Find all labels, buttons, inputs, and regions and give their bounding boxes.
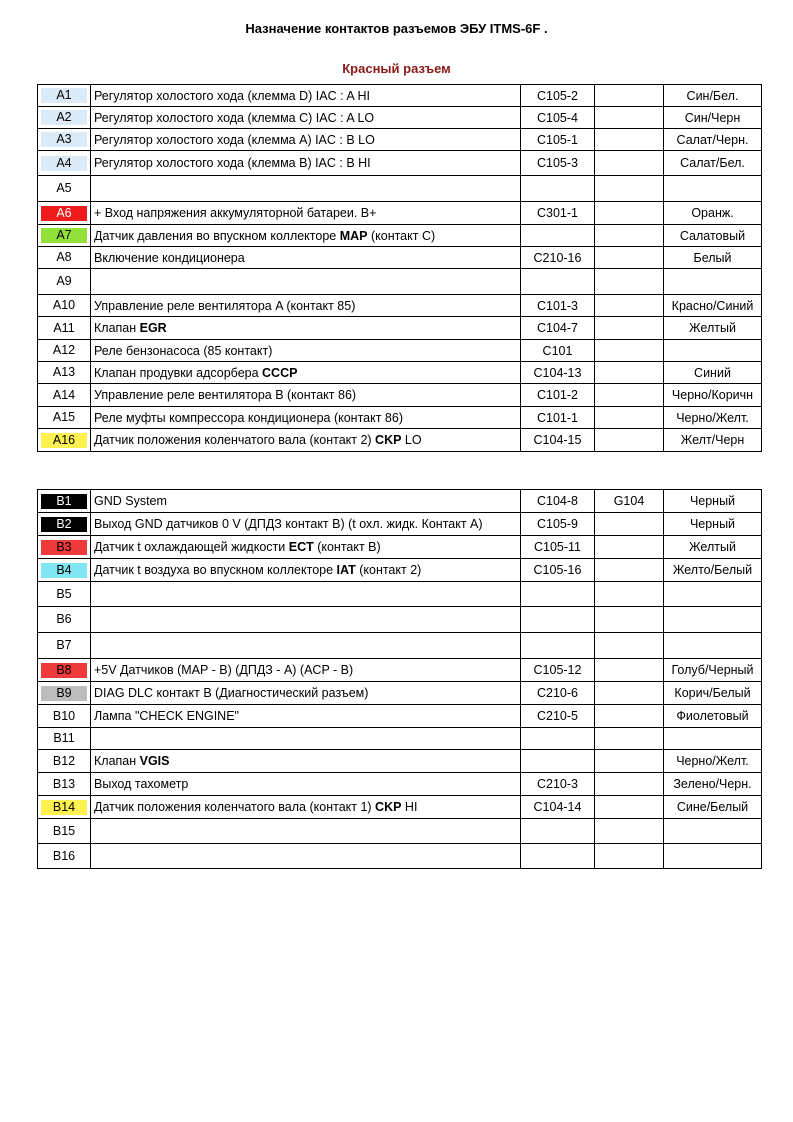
table-row (38, 202, 762, 225)
connector-cell: C301-1 (521, 202, 595, 225)
description-cell (91, 728, 521, 750)
table-row (38, 295, 762, 317)
connector-cell: C105-3 (521, 151, 595, 176)
ground-cell (595, 362, 664, 384)
pin-cell (38, 750, 91, 773)
pin-cell (38, 247, 91, 269)
wire-color-cell (664, 269, 762, 295)
pin-cell (38, 340, 91, 362)
description-cell (91, 429, 521, 452)
description-text: +5V Датчиков (MAP - B) (ДПДЗ - A) (ACP - B) (94, 663, 354, 677)
pin-cell (38, 607, 91, 633)
pin-label: B10 (41, 709, 87, 724)
pin-label: B8 (41, 663, 87, 678)
pin-cell (38, 295, 91, 317)
connector-cell: C210-6 (521, 682, 595, 705)
table-row (38, 269, 762, 295)
pin-label: B15 (41, 824, 87, 839)
table-row (38, 490, 762, 513)
ground-cell (595, 176, 664, 202)
signal-code: EGR (139, 321, 167, 335)
signal-code: CKP (375, 433, 402, 447)
ground-cell (595, 151, 664, 176)
description-text: Управление реле вентилятора A (контакт 85) (94, 298, 356, 313)
signal-code: ECT (288, 540, 314, 554)
description-text: Реле муфты компрессора кондиционера (контакт 86) (94, 410, 403, 425)
table-row (38, 429, 762, 452)
description-text: Реле бензонасоса (85 контакт) (94, 343, 273, 358)
ground-cell (595, 429, 664, 452)
table-row (38, 728, 762, 750)
description-text: Выход GND датчиков 0 V (ДПДЗ контакт B) (t охл. жидк. Контакт A) (94, 517, 483, 531)
wire-color-cell (664, 633, 762, 659)
description-cell (91, 536, 521, 559)
pin-label: A10 (41, 298, 87, 313)
description-cell (91, 490, 521, 513)
description-cell (91, 582, 521, 607)
pin-cell (38, 85, 91, 107)
wire-color-cell: Оранж. (664, 202, 762, 225)
table-row (38, 247, 762, 269)
description-cell (91, 151, 521, 176)
description-text: Датчик давления во впускном коллекторе (94, 228, 340, 243)
connector-cell: C101-3 (521, 295, 595, 317)
pin-cell (38, 176, 91, 202)
pin-cell (38, 682, 91, 705)
ground-cell (595, 384, 664, 407)
connector-cell: C101-2 (521, 384, 595, 407)
connector-cell: C210-3 (521, 773, 595, 796)
pin-cell (38, 202, 91, 225)
description-cell (91, 107, 521, 129)
table-row (38, 362, 762, 384)
connector-cell: C104-8 (521, 490, 595, 513)
pin-cell (38, 107, 91, 129)
table-row (38, 151, 762, 176)
connector-cell (521, 819, 595, 844)
wire-color-cell: Сине/Белый (664, 796, 762, 819)
ground-cell (595, 773, 664, 796)
table-row (38, 682, 762, 705)
wire-color-cell: Красно/Синий (664, 295, 762, 317)
wire-color-cell: Голуб/Черный (664, 659, 762, 682)
ground-cell (595, 340, 664, 362)
description-text: GND System (94, 494, 167, 508)
ground-cell (595, 295, 664, 317)
description-cell (91, 607, 521, 633)
wire-color-cell: Белый (664, 247, 762, 269)
connector-cell: C105-2 (521, 85, 595, 107)
connector-cell: C101-1 (521, 407, 595, 429)
pin-label: A11 (41, 321, 87, 336)
description-text: Регулятор холостого хода (клемма C) IAC : A LO (94, 110, 375, 125)
pin-cell (38, 819, 91, 844)
wire-color-cell (664, 728, 762, 750)
pin-label: A14 (41, 388, 87, 403)
description-text: + Вход напряжения аккумуляторной батареи. B+ (94, 206, 377, 220)
description-cell (91, 362, 521, 384)
ground-cell (595, 202, 664, 225)
pin-label: A12 (41, 343, 87, 358)
table-row (38, 607, 762, 633)
pin-label: B5 (41, 587, 87, 602)
connector-subtitle: Красный разъем (342, 61, 451, 76)
table-row (38, 85, 762, 107)
pin-label: A8 (41, 250, 87, 265)
wire-color-cell: Черный (664, 490, 762, 513)
description-cell (91, 819, 521, 844)
description-suffix: LO (401, 433, 422, 447)
wire-color-cell: Черно/Желт. (664, 407, 762, 429)
connector-cell: C104-7 (521, 317, 595, 340)
description-text: Датчик положения коленчатого вала (контакт 1) (94, 800, 376, 814)
description-text: DIAG DLC контакт B (Диагностический разъем) (94, 686, 369, 700)
pin-cell (38, 582, 91, 607)
ground-cell (595, 607, 664, 633)
connector-cell: C101 (521, 340, 595, 362)
wire-color-cell (664, 582, 762, 607)
table-row (38, 705, 762, 728)
pin-label: B12 (41, 754, 87, 769)
description-cell (91, 796, 521, 819)
ground-cell (595, 536, 664, 559)
pin-label: B14 (41, 800, 87, 815)
wire-color-cell: Черно/Желт. (664, 750, 762, 773)
description-text: Клапан (94, 321, 140, 335)
pin-table-a (37, 84, 762, 452)
pin-table-b (37, 489, 762, 869)
connector-cell: C105-1 (521, 129, 595, 151)
ground-cell (595, 796, 664, 819)
description-text: Датчик t воздуха во впускном коллекторе (94, 563, 337, 577)
table-row (38, 513, 762, 536)
description-cell (91, 633, 521, 659)
description-cell (91, 340, 521, 362)
ground-cell (595, 407, 664, 429)
wire-color-cell: Зелено/Черн. (664, 773, 762, 796)
table-row (38, 384, 762, 407)
pin-label: A3 (41, 132, 87, 147)
description-cell (91, 247, 521, 269)
connector-cell (521, 225, 595, 247)
ground-cell (595, 247, 664, 269)
connector-cell: C104-13 (521, 362, 595, 384)
description-cell (91, 269, 521, 295)
pin-cell (38, 151, 91, 176)
signal-code: CKP (375, 800, 402, 814)
wire-color-cell: Желтый (664, 317, 762, 340)
wire-color-cell (664, 844, 762, 869)
pin-cell (38, 490, 91, 513)
connector-cell (521, 844, 595, 869)
table-row (38, 750, 762, 773)
pin-cell (38, 407, 91, 429)
connector-cell (521, 582, 595, 607)
pin-label: A16 (41, 433, 87, 448)
pin-label: B4 (41, 563, 87, 578)
pin-label: B3 (41, 540, 87, 555)
connector-cell: C105-12 (521, 659, 595, 682)
pin-cell (38, 796, 91, 819)
wire-color-cell: Желто/Белый (664, 559, 762, 582)
table-row (38, 844, 762, 869)
table-row (38, 107, 762, 129)
pin-label: B2 (41, 517, 87, 532)
description-text: Управление реле вентилятора B (контакт 86) (94, 388, 357, 402)
wire-color-cell: Фиолетовый (664, 705, 762, 728)
table-row (38, 773, 762, 796)
wire-color-cell: Черный (664, 513, 762, 536)
ground-cell (595, 582, 664, 607)
table-row (38, 407, 762, 429)
table-row (38, 129, 762, 151)
description-cell (91, 682, 521, 705)
connector-cell: C104-14 (521, 796, 595, 819)
description-cell (91, 176, 521, 202)
description-cell (91, 317, 521, 340)
table-row (38, 340, 762, 362)
ground-cell (595, 107, 664, 129)
wire-color-cell: Желт/Черн (664, 429, 762, 452)
description-cell (91, 225, 521, 247)
description-suffix: (контакт 2) (355, 563, 422, 577)
ground-cell (595, 682, 664, 705)
ground-cell (595, 513, 664, 536)
connector-cell: C104-15 (521, 429, 595, 452)
connector-cell (521, 269, 595, 295)
pin-label: B1 (41, 494, 87, 509)
description-cell (91, 295, 521, 317)
table-row (38, 659, 762, 682)
description-suffix: (контакт C) (367, 228, 436, 243)
signal-code: MAP (339, 228, 368, 243)
table-row (38, 317, 762, 340)
connector-cell: C210-16 (521, 247, 595, 269)
table-row (38, 559, 762, 582)
wire-color-cell: Син/Черн (664, 107, 762, 129)
wire-color-cell: Корич/Белый (664, 682, 762, 705)
connector-cell (521, 750, 595, 773)
pin-label: A13 (41, 365, 87, 380)
description-text: Клапан (94, 754, 140, 768)
description-text: Датчик t охлаждающей жидкости (94, 540, 289, 554)
signal-code: VGIS (139, 754, 170, 768)
pin-cell (38, 429, 91, 452)
ground-cell (595, 819, 664, 844)
pin-label: A5 (41, 181, 87, 196)
pin-cell (38, 773, 91, 796)
wire-color-cell: Салат/Черн. (664, 129, 762, 151)
description-cell (91, 705, 521, 728)
pin-cell (38, 728, 91, 750)
pin-label: A2 (41, 110, 87, 125)
connector-cell (521, 176, 595, 202)
pin-cell (38, 362, 91, 384)
wire-color-cell: Желтый (664, 536, 762, 559)
connector-cell: C105-9 (521, 513, 595, 536)
pin-label: B16 (41, 849, 87, 864)
ground-cell (595, 129, 664, 151)
pin-cell (38, 384, 91, 407)
pin-label: A15 (41, 410, 87, 425)
signal-code: CCCP (262, 365, 298, 380)
wire-color-cell: Салат/Бел. (664, 151, 762, 176)
pin-label: B13 (41, 777, 87, 792)
pin-cell (38, 705, 91, 728)
description-text: Регулятор холостого хода (клемма B) IAC : B HI (94, 156, 371, 170)
description-cell (91, 773, 521, 796)
connector-cell (521, 607, 595, 633)
ground-cell (595, 85, 664, 107)
description-text: Выход тахометр (94, 777, 189, 791)
pin-label: B6 (41, 612, 87, 627)
wire-color-cell: Черно/Коричн (664, 384, 762, 407)
pin-cell (38, 269, 91, 295)
ground-cell (595, 269, 664, 295)
page-title: Назначение контактов разъемов ЭБУ ITMS-6F . (245, 21, 548, 36)
pin-cell (38, 659, 91, 682)
ground-cell (595, 728, 664, 750)
description-text: Регулятор холостого хода (клемма A) IAC : B LO (94, 132, 375, 147)
wire-color-cell (664, 607, 762, 633)
pin-label: A7 (41, 228, 87, 243)
pin-cell (38, 844, 91, 869)
pin-label: A1 (41, 88, 87, 103)
pin-cell (38, 225, 91, 247)
connector-cell (521, 633, 595, 659)
wire-color-cell (664, 819, 762, 844)
description-suffix: HI (401, 800, 418, 814)
ground-cell (595, 750, 664, 773)
ground-cell (595, 705, 664, 728)
connector-cell: C105-11 (521, 536, 595, 559)
ground-cell (595, 225, 664, 247)
wire-color-cell (664, 340, 762, 362)
description-text: Датчик положения коленчатого вала (контакт 2) (94, 433, 376, 447)
description-text: Лампа "CHECK ENGINE" (94, 709, 239, 723)
signal-code: IAT (336, 563, 356, 577)
pin-label: B7 (41, 638, 87, 653)
pin-cell (38, 633, 91, 659)
pin-cell (38, 513, 91, 536)
wire-color-cell: Синий (664, 362, 762, 384)
pin-cell (38, 129, 91, 151)
description-text: Регулятор холостого хода (клемма D) IAC : A HI (94, 88, 370, 103)
table-row (38, 796, 762, 819)
pin-cell (38, 559, 91, 582)
description-text: Клапан продувки адсорбера (94, 365, 263, 380)
description-cell (91, 559, 521, 582)
connector-cell (521, 728, 595, 750)
pin-cell (38, 317, 91, 340)
table-row (38, 633, 762, 659)
pin-label: A6 (41, 206, 87, 221)
description-cell (91, 202, 521, 225)
pin-label: B9 (41, 686, 87, 701)
table-row (38, 582, 762, 607)
pin-label: A4 (41, 156, 87, 171)
ground-cell (595, 633, 664, 659)
connector-cell: C105-4 (521, 107, 595, 129)
ground-cell: G104 (595, 490, 664, 513)
description-text: Включение кондиционера (94, 250, 245, 265)
ground-cell (595, 317, 664, 340)
description-cell (91, 750, 521, 773)
wire-color-cell (664, 176, 762, 202)
table-row (38, 536, 762, 559)
table-row (38, 225, 762, 247)
connector-cell: C105-16 (521, 559, 595, 582)
pin-cell (38, 536, 91, 559)
description-cell (91, 513, 521, 536)
description-cell (91, 659, 521, 682)
ground-cell (595, 559, 664, 582)
description-cell (91, 844, 521, 869)
wire-color-cell: Салатовый (664, 225, 762, 247)
ground-cell (595, 659, 664, 682)
description-cell (91, 85, 521, 107)
description-cell (91, 129, 521, 151)
table-row (38, 819, 762, 844)
description-cell (91, 384, 521, 407)
ground-cell (595, 844, 664, 869)
table-row (38, 176, 762, 202)
description-suffix: (контакт B) (313, 540, 381, 554)
pin-label: B11 (41, 731, 87, 746)
description-cell (91, 407, 521, 429)
pin-label: A9 (41, 274, 87, 289)
wire-color-cell: Син/Бел. (664, 85, 762, 107)
connector-cell: C210-5 (521, 705, 595, 728)
